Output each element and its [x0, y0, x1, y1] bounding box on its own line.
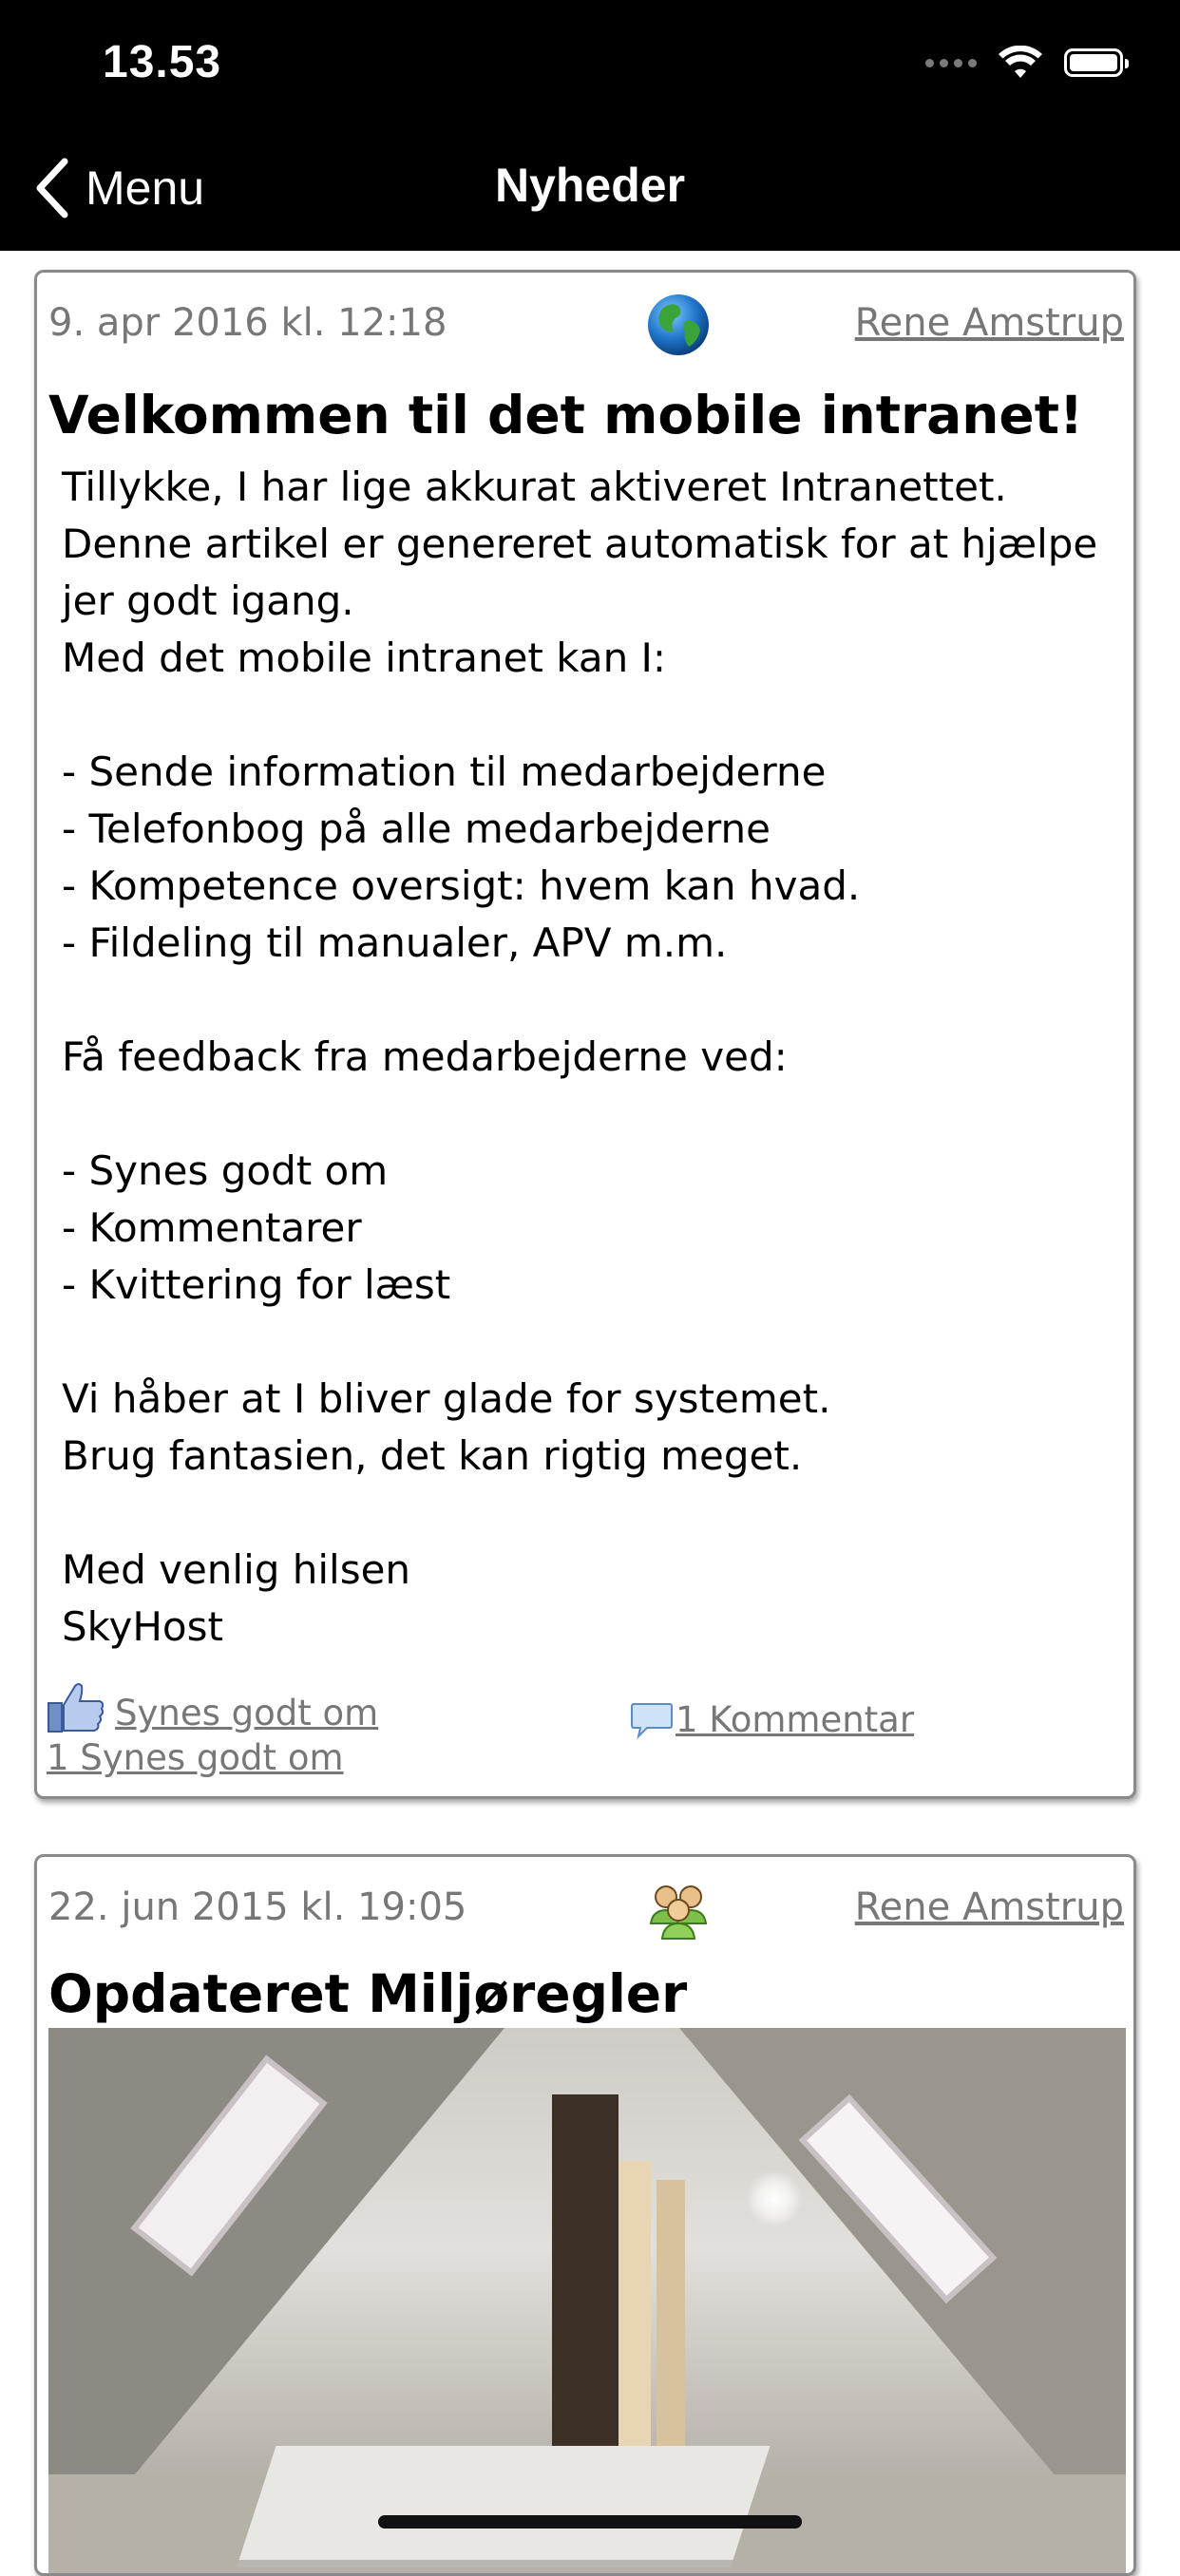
thumbs-up-icon [47, 1680, 105, 1733]
like-button[interactable] [47, 1680, 378, 1733]
wifi-icon [998, 46, 1043, 80]
status-time: 13.53 [103, 37, 222, 87]
battery-icon [1064, 48, 1123, 77]
comment-link[interactable] [630, 1699, 914, 1740]
like-label: Synes godt om [115, 1693, 379, 1733]
group-icon [645, 1876, 712, 1942]
comment-icon [630, 1700, 674, 1740]
like-count-link[interactable]: 1 Synes godt om [47, 1737, 344, 1778]
post-date: 22. jun 2015 kl. 19:05 [48, 1885, 467, 1929]
post-author-link[interactable]: Rene Amstrup [854, 1885, 1124, 1929]
news-card [34, 270, 1136, 1799]
status-icons [925, 44, 1123, 82]
globe-icon [645, 292, 712, 358]
back-label: Menu [86, 161, 205, 215]
signal-icon [925, 59, 977, 67]
comment-label: 1 Kommentar [676, 1699, 915, 1740]
post-title[interactable]: Velkommen til det mobile intranet! [48, 385, 1084, 445]
post-image[interactable] [48, 2028, 1126, 2576]
post-meta [48, 301, 1124, 349]
news-card [34, 1854, 1136, 2576]
post-actions [47, 1680, 1124, 1785]
post-title[interactable]: Opdateret Miljøregler [48, 1963, 688, 2024]
post-body: Tillykke, I har lige akkurat aktiveret Intranettet. Denne artikel er genereret automatisk for at hjælpe jer godt igang. Med det mobile intranet kan I: - Sende information til medarbejderne - Telefonbog på alle medarbejderne - Kompetence oversigt: hvem kan hvad. - Fildeling til manualer, APV m.m. Få feedback fra medarbejderne ved: - Synes godt om - Kommentarer - Kvittering for læst Vi håber at I bliver glade for systemet. Brug fantasien, det kan rigtig meget. Med venlig hilsen SkyHost [62, 464, 1098, 1650]
post-date: 9. apr 2016 kl. 12:18 [48, 301, 447, 345]
top-bar [0, 0, 1180, 251]
page-title: Nyheder [494, 159, 686, 212]
post-meta [48, 1885, 1124, 1933]
post-author-link[interactable]: Rene Amstrup [854, 301, 1124, 345]
home-indicator [378, 2515, 802, 2529]
